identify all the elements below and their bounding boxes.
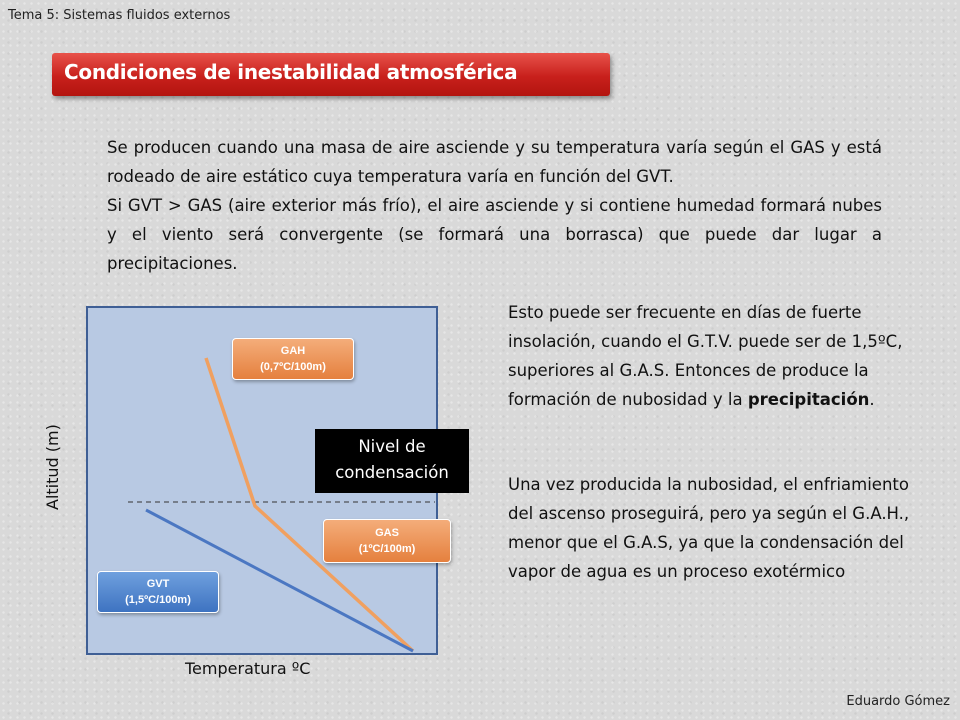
intro-line-1: Se producen cuando una masa de aire asciende y su temperatura varía según el GAS y está rodeado de aire estático cuya temperatura varía en función del GVT. <box>107 138 882 186</box>
gvt-label-name: GVT <box>146 578 170 590</box>
gas-label <box>323 519 451 563</box>
slide-title: Condiciones de inestabilidad atmosférica <box>64 60 518 84</box>
x-axis-label: Temperatura ºC <box>185 659 311 678</box>
insolation-period: . <box>869 390 875 409</box>
insolation-paragraph <box>508 298 928 414</box>
gvt-label <box>97 571 219 613</box>
gah-label <box>232 338 354 380</box>
gah-label-rate: (0,7ºC/100m) <box>260 361 326 373</box>
author-label: Eduardo Gómez <box>846 694 950 709</box>
insolation-text: Esto puede ser frecuente en días de fuerte insolación, cuando el G.T.V. puede ser de 1,5ºC, superiores al G.A.S. Entonces de produce la formación de nubosidad y la <box>508 303 903 409</box>
course-label: Tema 5: Sistemas fluidos externos <box>8 8 231 23</box>
y-axis-label: Altitud (m) <box>43 424 62 510</box>
gas-label-rate: (1ºC/100m) <box>358 543 416 555</box>
condensation-label-line-2: condensación <box>335 463 449 482</box>
condensation-label-line-1: Nivel de <box>358 437 426 456</box>
gvt-label-rate: (1,5ºC/100m) <box>125 594 191 606</box>
intro-line-2: Si GVT > GAS (aire exterior más frío), el aire asciende y si contiene humedad formará nubes y el viento será convergente (se formará una borrasca) que puede dar lugar a precipitaciones. <box>107 196 882 273</box>
gas-label-name: GAS <box>375 527 399 539</box>
condensation-level-label <box>315 429 469 493</box>
gah-label-name: GAH <box>280 345 306 357</box>
precipitation-bold: precipitación <box>747 390 870 409</box>
cloud-paragraph: Una vez producida la nubosidad, el enfriamiento del ascenso proseguirá, pero ya según el G.A.H., menor que el G.A.S, ya que la condensación del vapor de agua es un proceso exotérmico <box>508 475 910 581</box>
